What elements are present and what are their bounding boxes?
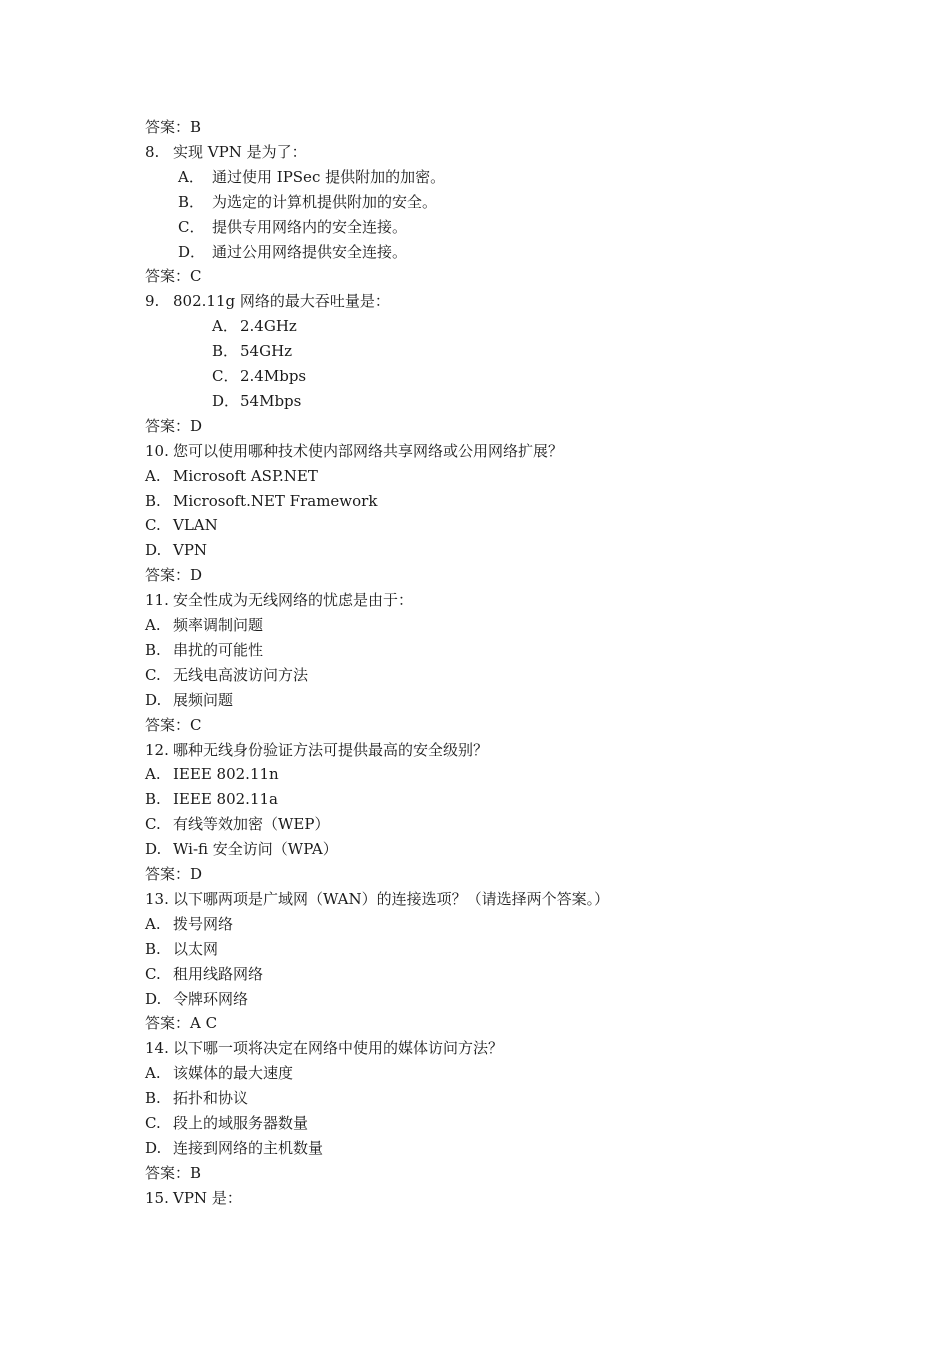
option-letter: B．	[178, 192, 205, 211]
option-text: 54Mbps	[240, 391, 302, 410]
option-line	[145, 1063, 293, 1083]
option-line	[145, 665, 308, 685]
option-text: 租用线路网络	[173, 964, 264, 983]
option-text: 拓扑和协议	[173, 1089, 249, 1108]
question-line	[145, 142, 307, 162]
question-line	[145, 291, 390, 311]
option-text: 展频问题	[173, 690, 234, 709]
option-letter: A．	[178, 167, 204, 186]
question-line	[145, 1038, 503, 1058]
option-letter: A．	[212, 317, 238, 336]
option-line	[145, 939, 218, 959]
option-text: 无线电高波访问方法	[173, 665, 309, 684]
option-line	[145, 1138, 323, 1158]
option-letter: C．	[178, 217, 205, 236]
option-letter: D．	[178, 242, 206, 261]
option-text: 通过使用 IPSec 提供附加的加密。	[212, 167, 446, 186]
option-letter: B.	[145, 790, 161, 809]
option-line	[178, 217, 407, 237]
option-text: 为选定的计算机提供附加的安全。	[212, 192, 438, 211]
question-line	[145, 590, 413, 610]
option-line	[145, 789, 278, 809]
option-letter: C.	[145, 516, 161, 535]
option-letter: C.	[145, 1114, 161, 1132]
option-text: Wi-fi 安全访问（WPA）	[173, 840, 338, 859]
option-letter: C.	[145, 964, 161, 983]
answer-text: 答案：A C	[145, 1014, 218, 1033]
answer-line	[145, 117, 201, 137]
answer-line	[145, 864, 202, 884]
option-letter: C．	[212, 367, 239, 385]
answer-text: 答案：D	[145, 865, 203, 883]
option-text: IEEE 802.11a	[173, 790, 278, 809]
option-text: VLAN	[173, 516, 218, 535]
option-line	[145, 690, 233, 710]
option-text: 连接到网络的主机数量	[173, 1138, 324, 1157]
option-line	[178, 192, 437, 212]
option-line	[145, 491, 377, 511]
question-line	[145, 1188, 242, 1208]
option-line	[145, 814, 329, 834]
answer-line	[145, 1013, 217, 1033]
option-line	[145, 914, 233, 934]
option-line	[178, 242, 407, 262]
option-line	[145, 964, 263, 984]
option-line	[145, 1088, 248, 1108]
question-number: 9.	[145, 292, 160, 311]
option-text: 令牌环网络	[173, 989, 249, 1008]
option-text: 该媒体的最大速度	[173, 1064, 294, 1083]
answer-line	[145, 266, 201, 286]
option-text: IEEE 802.11n	[173, 765, 279, 784]
question-text: 哪种无线身份验证方法可提供最高的安全级别？	[173, 740, 489, 759]
question-number: 10.	[145, 441, 169, 460]
answer-text: 答案：C	[145, 715, 202, 734]
answer-line	[145, 1163, 201, 1183]
answer-text: 答案：C	[145, 267, 202, 286]
option-line	[212, 316, 297, 336]
answer-line	[145, 565, 202, 585]
option-letter: B.	[145, 1089, 161, 1108]
option-line	[145, 615, 263, 635]
option-text: 频率调制问题	[173, 616, 264, 634]
option-line	[145, 989, 248, 1009]
option-text: 2.4Mbps	[240, 367, 307, 385]
option-letter: A.	[145, 616, 161, 634]
option-letter: C.	[145, 815, 161, 834]
question-text: 802.11g 网络的最大吞吐量是：	[173, 292, 390, 311]
option-text: 提供专用网络内的安全连接。	[212, 217, 408, 236]
option-text: 通过公用网络提供安全连接。	[212, 242, 408, 261]
option-text: 有线等效加密（WEP）	[173, 815, 330, 834]
option-letter: D.	[145, 690, 162, 709]
answer-line	[145, 416, 202, 436]
question-text: 以下哪一项将决定在网络中使用的媒体访问方法？	[173, 1039, 504, 1058]
option-letter: B.	[145, 491, 161, 510]
question-number: 15.	[145, 1188, 169, 1207]
option-letter: D.	[145, 989, 162, 1008]
option-text: 2.4GHz	[240, 317, 297, 336]
answer-line	[145, 715, 201, 735]
option-letter: D.	[145, 541, 162, 560]
option-letter: A.	[145, 1064, 161, 1083]
option-letter: D．	[212, 391, 240, 410]
question-line	[145, 889, 609, 909]
option-line	[145, 764, 279, 784]
option-text: VPN	[173, 541, 208, 560]
answer-text: 答案：D	[145, 566, 203, 585]
answer-text: 答案：B	[145, 118, 202, 136]
question-text: 您可以使用哪种技术使内部网络共享网络或公用网络扩展？	[173, 441, 564, 460]
option-line	[145, 1113, 308, 1133]
option-line	[145, 640, 263, 660]
option-text: 串扰的可能性	[173, 640, 264, 659]
option-line	[178, 167, 445, 187]
option-letter: A.	[145, 914, 161, 933]
option-line	[145, 540, 207, 560]
option-text: Microsoft ASP.NET	[173, 466, 318, 485]
question-number: 11.	[145, 591, 169, 610]
option-line	[145, 515, 218, 535]
option-text: Microsoft.NET Framework	[173, 491, 378, 510]
option-letter: C.	[145, 665, 161, 684]
option-text: 以太网	[173, 939, 219, 958]
question-text: 安全性成为无线网络的忧虑是由于：	[173, 591, 414, 610]
option-text: 54GHz	[240, 342, 293, 361]
option-line	[145, 466, 318, 486]
question-number: 14.	[145, 1039, 169, 1058]
question-text: 以下哪两项是广域网（WAN）的连接选项？（请选择两个答案。）	[173, 889, 610, 908]
option-letter: A.	[145, 466, 161, 485]
option-letter: B.	[145, 640, 161, 659]
option-line	[212, 366, 306, 386]
question-number: 13.	[145, 889, 169, 908]
question-text: 实现 VPN 是为了：	[173, 142, 307, 161]
answer-text: 答案：D	[145, 416, 203, 435]
question-text: VPN 是：	[173, 1188, 242, 1207]
answer-text: 答案：B	[145, 1163, 202, 1182]
option-letter: D.	[145, 840, 162, 859]
question-number: 12.	[145, 740, 169, 759]
option-text: 拨号网络	[173, 914, 234, 933]
question-line	[145, 740, 488, 760]
option-letter: B．	[212, 342, 239, 361]
option-line	[212, 341, 292, 361]
option-text: 段上的域服务器数量	[173, 1114, 309, 1132]
option-letter: D.	[145, 1138, 162, 1157]
question-line	[145, 441, 563, 461]
question-number: 8.	[145, 142, 160, 161]
option-line	[212, 391, 301, 411]
option-letter: A.	[145, 765, 161, 784]
option-line	[145, 839, 338, 859]
option-letter: B.	[145, 939, 161, 958]
